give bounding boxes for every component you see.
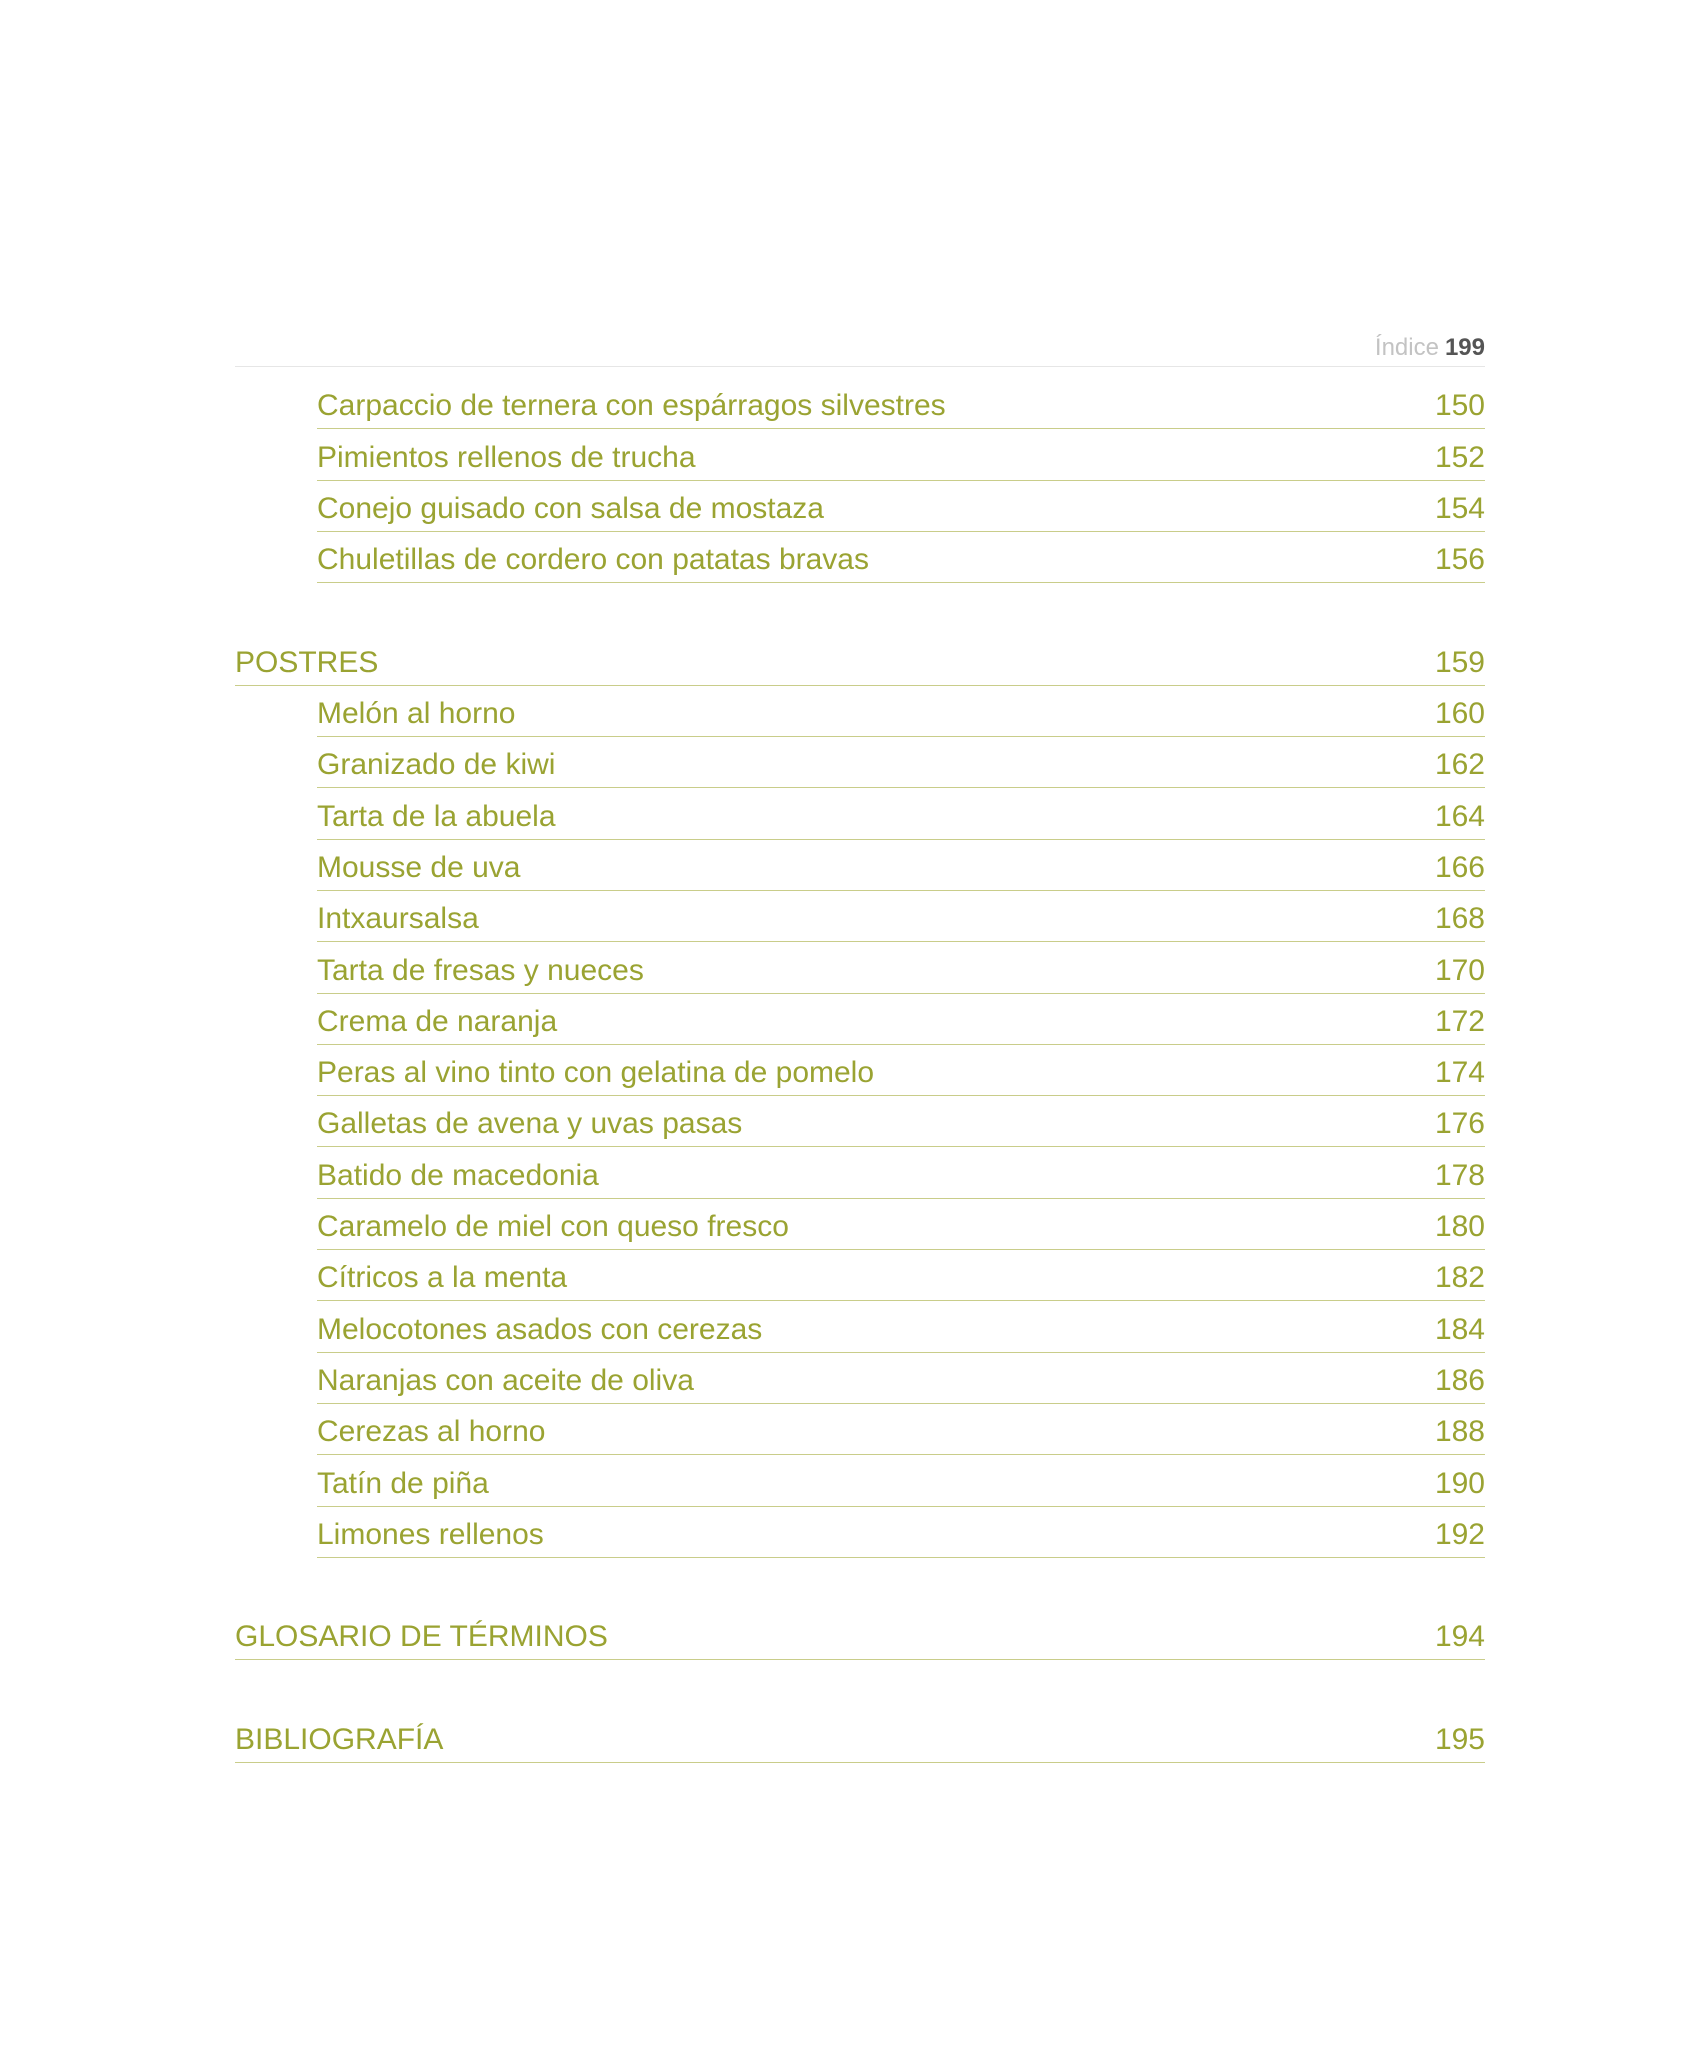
toc-entry-page: 190 <box>1434 1466 1485 1500</box>
toc-section-page: 159 <box>1434 645 1485 679</box>
toc-entry[interactable] <box>317 1404 1485 1455</box>
toc-entry-title: Crema de naranja <box>317 1004 558 1038</box>
toc-entry[interactable] <box>317 1301 1485 1352</box>
toc-entry-title: Naranjas con aceite de oliva <box>317 1363 694 1397</box>
toc-section-bibliografia[interactable] <box>235 1712 1485 1763</box>
toc-entry[interactable] <box>317 1199 1485 1250</box>
toc-entry-page: 150 <box>1434 389 1485 423</box>
toc-entry-page: 180 <box>1434 1210 1485 1244</box>
toc-section-title: BIBLIOGRAFÍA <box>235 1723 444 1757</box>
toc-entry-page: 186 <box>1434 1363 1485 1397</box>
toc-entry-page: 172 <box>1434 1004 1485 1038</box>
toc-entry[interactable] <box>317 532 1485 583</box>
toc-entry-page: 182 <box>1434 1261 1485 1295</box>
toc-entry-page: 170 <box>1434 953 1485 987</box>
toc-entry-title: Tarta de fresas y nueces <box>317 953 644 987</box>
toc-entry[interactable] <box>317 1507 1485 1558</box>
toc-entry-title: Cerezas al horno <box>317 1415 546 1449</box>
toc-entry-title: Chuletillas de cordero con patatas bravas <box>317 543 869 577</box>
table-of-contents <box>235 378 1485 1763</box>
toc-entry-title: Mousse de uva <box>317 850 521 884</box>
toc-entry[interactable] <box>317 378 1485 429</box>
page-header <box>235 330 1485 367</box>
toc-section-page: 195 <box>1434 1723 1485 1757</box>
toc-entry-title: Conejo guisado con salsa de mostaza <box>317 491 824 525</box>
toc-entry[interactable] <box>317 994 1485 1045</box>
toc-entry-page: 184 <box>1434 1312 1485 1346</box>
toc-entry-page: 174 <box>1434 1056 1485 1090</box>
toc-entry-title: Tatín de piña <box>317 1466 489 1500</box>
toc-section-page: 194 <box>1434 1620 1485 1654</box>
toc-entry-title: Melocotones asados con cerezas <box>317 1312 763 1346</box>
toc-section-glosario[interactable] <box>235 1609 1485 1660</box>
toc-entry[interactable] <box>317 686 1485 737</box>
toc-entry-page: 176 <box>1434 1107 1485 1141</box>
toc-entry[interactable] <box>317 429 1485 480</box>
toc-entry-page: 164 <box>1434 799 1485 833</box>
toc-entry-page: 192 <box>1434 1517 1485 1551</box>
toc-entry-title: Tarta de la abuela <box>317 799 556 833</box>
toc-entry-page: 160 <box>1434 697 1485 731</box>
header-page-number: 199 <box>1444 334 1485 361</box>
toc-entry-title: Batido de macedonia <box>317 1158 599 1192</box>
header-section-name: Índice <box>1374 334 1439 361</box>
toc-entry[interactable] <box>317 737 1485 788</box>
toc-entry[interactable] <box>317 1250 1485 1301</box>
toc-entry-page: 162 <box>1434 748 1485 782</box>
toc-entry[interactable] <box>317 1096 1485 1147</box>
toc-entry[interactable] <box>317 1353 1485 1404</box>
toc-entry-title: Melón al horno <box>317 697 516 731</box>
toc-entry-title: Limones rellenos <box>317 1517 544 1551</box>
toc-entry-page: 188 <box>1434 1415 1485 1449</box>
toc-entry[interactable] <box>317 1455 1485 1506</box>
toc-entry-title: Caramelo de miel con queso fresco <box>317 1210 789 1244</box>
toc-section-title: GLOSARIO DE TÉRMINOS <box>235 1620 608 1654</box>
toc-section-title: POSTRES <box>235 645 379 679</box>
toc-entry-page: 156 <box>1434 543 1485 577</box>
toc-entry-title: Granizado de kiwi <box>317 748 556 782</box>
toc-entry[interactable] <box>317 891 1485 942</box>
toc-entry-title: Carpaccio de ternera con espárragos silvestres <box>317 389 946 423</box>
toc-entry-page: 168 <box>1434 902 1485 936</box>
toc-entry[interactable] <box>317 840 1485 891</box>
toc-entry-title: Intxaursalsa <box>317 902 479 936</box>
toc-entry[interactable] <box>317 942 1485 993</box>
toc-entry-page: 178 <box>1434 1158 1485 1192</box>
toc-entry[interactable] <box>317 788 1485 839</box>
toc-entry-page: 166 <box>1434 850 1485 884</box>
toc-entry-title: Galletas de avena y uvas pasas <box>317 1107 743 1141</box>
toc-entry-page: 154 <box>1434 491 1485 525</box>
toc-entry-title: Peras al vino tinto con gelatina de pomelo <box>317 1056 875 1090</box>
toc-entry[interactable] <box>317 1147 1485 1198</box>
toc-entry[interactable] <box>317 1045 1485 1096</box>
toc-entry-page: 152 <box>1434 440 1485 474</box>
toc-entry-title: Pimientos rellenos de trucha <box>317 440 696 474</box>
toc-entry-title: Cítricos a la menta <box>317 1261 568 1295</box>
toc-section-postres[interactable] <box>235 634 1485 685</box>
toc-entry[interactable] <box>317 481 1485 532</box>
